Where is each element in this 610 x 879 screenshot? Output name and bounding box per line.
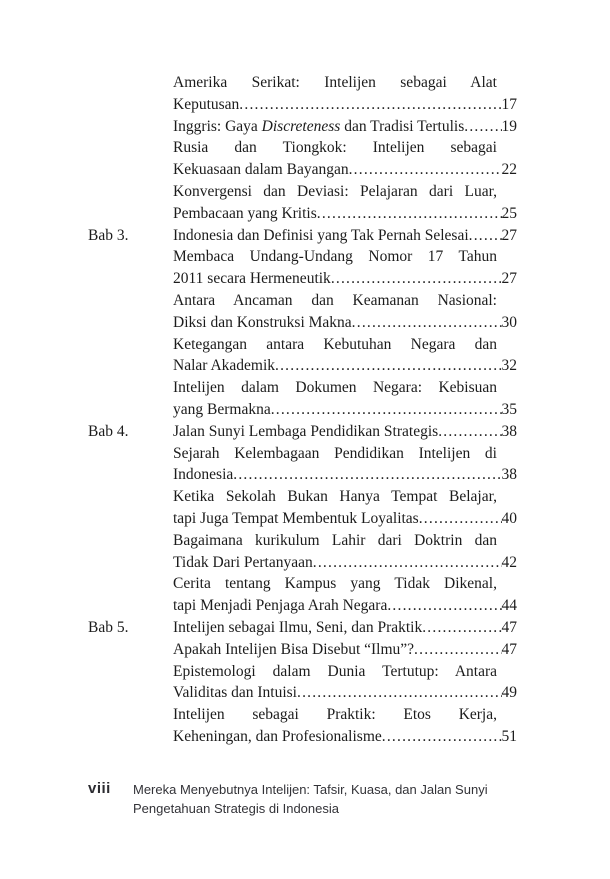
toc-line	[88, 290, 517, 312]
toc-entry	[173, 421, 517, 443]
toc-page-number: 47	[501, 640, 517, 658]
toc-entry-text: Epistemologi dalam Dunia Tertutup: Antara	[173, 662, 497, 680]
toc-entry-text: Membaca Undang-Undang Nomor 17 Tahun	[173, 248, 497, 266]
chapter-label	[88, 116, 173, 138]
chapter-label	[88, 159, 173, 181]
toc-entry-text: Ketegangan antara Kebutuhan Negara dan	[173, 335, 497, 353]
toc-entry-text: Tidak Dari Pertanyaan	[173, 553, 313, 571]
dot-leader	[422, 617, 501, 639]
chapter-label	[88, 443, 173, 465]
toc-entry-text: yang Bermakna	[173, 400, 271, 418]
toc-page-number: 30	[501, 313, 517, 331]
toc-entry	[173, 617, 517, 639]
toc-line	[88, 464, 517, 486]
toc-entry-text: 2011 secara Hermeneutik	[173, 270, 331, 288]
toc-page-number: 49	[501, 684, 517, 702]
toc-line	[88, 639, 517, 661]
dot-leader	[464, 116, 501, 138]
dot-leader	[387, 595, 501, 617]
toc-entry	[173, 246, 517, 268]
toc-entry-text: tapi Menjadi Penjaga Arah Negara	[173, 597, 388, 615]
chapter-label	[88, 203, 173, 225]
toc-entry-text: Intelijen sebagai Ilmu, Seni, dan Praktik	[173, 618, 423, 636]
toc-entry-text: Inggris: Gaya Discreteness dan Tradisi Tertulis	[173, 117, 465, 135]
toc-entry	[173, 72, 517, 94]
chapter-label	[88, 246, 173, 268]
dot-leader	[419, 508, 502, 530]
toc-page-number: 51	[501, 727, 517, 745]
footer-book-title	[133, 780, 488, 818]
toc-entry	[173, 726, 517, 748]
dot-leader	[382, 726, 502, 748]
footer-book-title-line1: Mereka Menyebutnya Intelijen: Tafsir, Kuasa, dan Jalan Sunyi	[133, 782, 488, 797]
toc-line	[88, 573, 517, 595]
chapter-label	[88, 661, 173, 683]
toc-entry-text: Nalar Akademik	[173, 357, 276, 375]
toc-entry	[173, 334, 517, 356]
toc-line	[88, 94, 517, 116]
toc-entry	[173, 268, 517, 290]
toc-entry-text: Keputusan	[173, 95, 240, 113]
dot-leader	[469, 225, 502, 247]
toc-entry	[173, 595, 517, 617]
chapter-label	[88, 464, 173, 486]
toc-entry-text: Antara Ancaman dan Keamanan Nasional:	[173, 291, 497, 309]
toc-line	[88, 334, 517, 356]
toc-line	[88, 355, 517, 377]
toc-line	[88, 617, 517, 639]
chapter-label	[88, 334, 173, 356]
chapter-label	[88, 682, 173, 704]
toc-page-number: 27	[501, 226, 517, 244]
toc-page-number: 27	[501, 270, 517, 288]
chapter-label	[88, 94, 173, 116]
toc-line	[88, 268, 517, 290]
toc-entry-text: Validitas dan Intuisi	[173, 684, 297, 702]
toc-line	[88, 661, 517, 683]
toc-line	[88, 159, 517, 181]
chapter-label	[88, 377, 173, 399]
toc-line	[88, 377, 517, 399]
toc-entry	[173, 682, 517, 704]
toc-entry	[173, 704, 517, 726]
toc-entry	[173, 552, 517, 574]
dot-leader	[317, 203, 502, 225]
toc-line	[88, 682, 517, 704]
chapter-label	[88, 530, 173, 552]
toc-page-number: 40	[501, 509, 517, 527]
footer-book-title-line2: Pengetahuan Strategis di Indonesia	[133, 801, 339, 816]
table-of-contents	[88, 72, 517, 748]
toc-entry	[173, 312, 517, 334]
toc-entry-text: Jalan Sunyi Lembaga Pendidikan Strategis	[173, 422, 439, 440]
toc-entry-text: Apakah Intelijen Bisa Disebut “Ilmu”?	[173, 640, 415, 658]
chapter-label	[88, 704, 173, 726]
toc-line	[88, 552, 517, 574]
toc-page-number: 17	[501, 95, 517, 113]
toc-line	[88, 72, 517, 94]
chapter-label	[88, 290, 173, 312]
toc-entry	[173, 639, 517, 661]
toc-page-number: 42	[501, 553, 517, 571]
toc-page-number: 19	[501, 117, 517, 135]
chapter-label	[88, 573, 173, 595]
footer-page-number: viii	[88, 780, 111, 797]
toc-entry-text: Pembacaan yang Kritis	[173, 204, 317, 222]
toc-entry	[173, 94, 517, 116]
toc-line	[88, 116, 517, 138]
toc-entry	[173, 377, 517, 399]
toc-page-number: 25	[501, 204, 517, 222]
chapter-label	[88, 72, 173, 94]
dot-leader	[275, 355, 501, 377]
toc-entry-text: Rusia dan Tiongkok: Intelijen sebagai	[173, 139, 497, 157]
toc-line	[88, 595, 517, 617]
dot-leader	[233, 464, 501, 486]
toc-page-number: 38	[501, 422, 517, 440]
toc-line	[88, 443, 517, 465]
toc-line	[88, 508, 517, 530]
toc-entry-text: Intelijen dalam Dokumen Negara: Kebisuan	[173, 379, 497, 397]
toc-entry-text: Kekuasaan dalam Bayangan	[173, 161, 349, 179]
dot-leader	[313, 552, 502, 574]
chapter-label: Bab 4.	[88, 422, 129, 440]
toc-entry-text: Indonesia	[173, 466, 234, 484]
toc-page-number: 32	[501, 357, 517, 375]
toc-entry-text: Indonesia dan Definisi yang Tak Pernah Selesai	[173, 226, 469, 244]
chapter-label	[88, 181, 173, 203]
toc-entry	[173, 225, 517, 247]
toc-entry-text: tapi Juga Tempat Membentuk Loyalitas	[173, 509, 419, 527]
toc-entry-text: Bagaimana kurikulum Lahir dari Doktrin dan	[173, 531, 497, 549]
toc-entry-text: Sejarah Kelembagaan Pendidikan Intelijen di	[173, 444, 497, 462]
toc-entry-text: Ketika Sekolah Bukan Hanya Tempat Belajar,	[173, 488, 497, 506]
dot-leader	[271, 399, 502, 421]
toc-line	[88, 137, 517, 159]
toc-entry	[173, 290, 517, 312]
toc-page-number: 44	[501, 597, 517, 615]
toc-entry	[173, 116, 517, 138]
chapter-label	[88, 726, 173, 748]
toc-entry	[173, 203, 517, 225]
toc-page-number: 47	[501, 618, 517, 636]
chapter-label	[88, 399, 173, 421]
toc-line	[88, 246, 517, 268]
toc-entry	[173, 573, 517, 595]
toc-line	[88, 421, 517, 443]
toc-line	[88, 726, 517, 748]
toc-line	[88, 399, 517, 421]
toc-line	[88, 225, 517, 247]
toc-line	[88, 181, 517, 203]
toc-entry-text: Intelijen sebagai Praktik: Etos Kerja,	[173, 706, 497, 724]
toc-entry	[173, 508, 517, 530]
dot-leader	[352, 312, 502, 334]
dot-leader	[297, 682, 502, 704]
dot-leader	[331, 268, 502, 290]
toc-entry	[173, 355, 517, 377]
chapter-label: Bab 3.	[88, 226, 129, 244]
toc-line	[88, 486, 517, 508]
toc-entry-text: Cerita tentang Kampus yang Tidak Dikenal,	[173, 575, 497, 593]
dot-leader	[349, 159, 502, 181]
toc-entry	[173, 399, 517, 421]
toc-entry	[173, 137, 517, 159]
toc-entry-text: Diksi dan Konstruksi Makna	[173, 313, 352, 331]
toc-page-number: 35	[501, 400, 517, 418]
toc-line	[88, 312, 517, 334]
toc-page-number: 38	[501, 466, 517, 484]
toc-entry-text: Amerika Serikat: Intelijen sebagai Alat	[173, 74, 497, 91]
toc-line	[88, 203, 517, 225]
chapter-label: Bab 5.	[88, 618, 129, 636]
toc-entry	[173, 443, 517, 465]
toc-entry	[173, 159, 517, 181]
chapter-label	[88, 639, 173, 661]
chapter-label	[88, 595, 173, 617]
dot-leader	[438, 421, 501, 443]
chapter-label	[88, 268, 173, 290]
toc-entry	[173, 464, 517, 486]
toc-entry	[173, 486, 517, 508]
toc-page-number: 22	[501, 161, 517, 179]
chapter-label	[88, 355, 173, 377]
toc-line	[88, 704, 517, 726]
chapter-label	[88, 137, 173, 159]
toc-entry	[173, 181, 517, 203]
toc-entry-text: Konvergensi dan Deviasi: Pelajaran dari Luar,	[173, 182, 497, 200]
chapter-label	[88, 312, 173, 334]
toc-entry-text: Keheningan, dan Profesionalisme	[173, 727, 382, 745]
toc-entry	[173, 661, 517, 683]
chapter-label	[88, 508, 173, 530]
dot-leader	[414, 639, 501, 661]
chapter-label	[88, 486, 173, 508]
page-footer	[88, 780, 517, 818]
dot-leader	[239, 94, 501, 116]
toc-line	[88, 530, 517, 552]
toc-entry	[173, 530, 517, 552]
chapter-label	[88, 552, 173, 574]
